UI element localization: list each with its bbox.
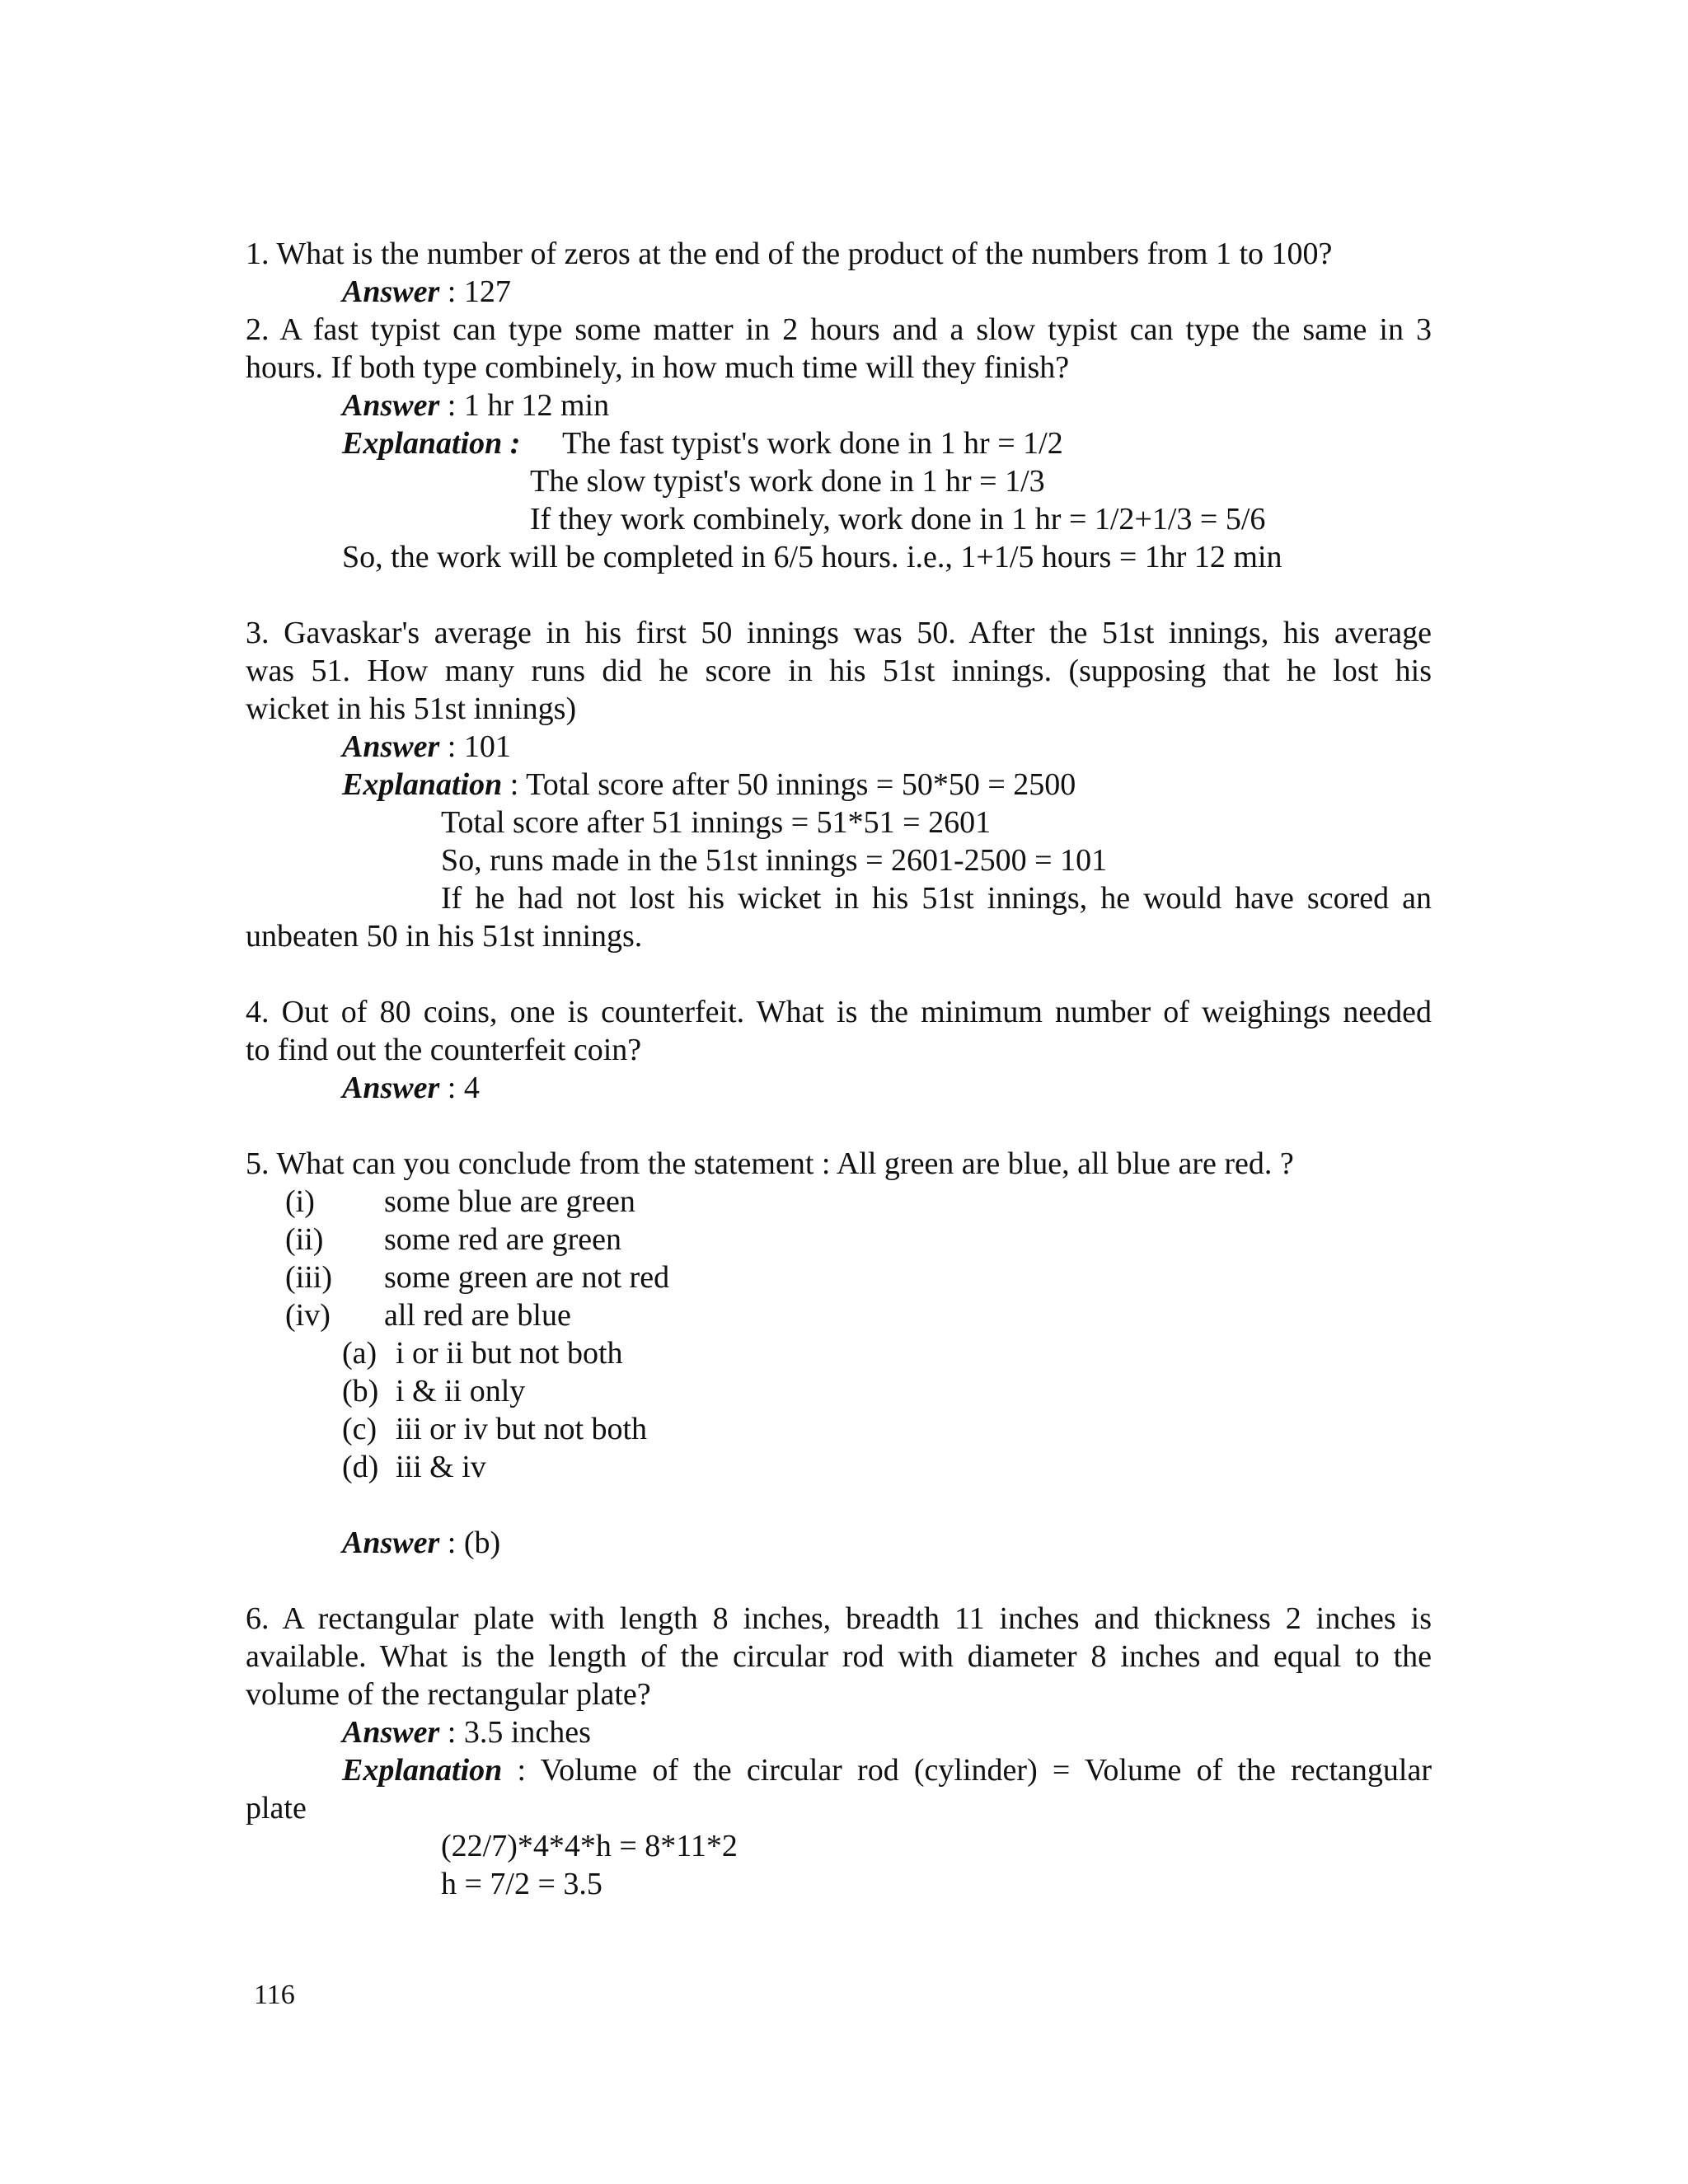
q2-answer: : 1 hr 12 min: [439, 388, 610, 423]
explanation-label: Explanation :: [342, 426, 521, 461]
option-letter: (d): [342, 1450, 379, 1484]
q2-explanation-label: [342, 424, 520, 462]
q6-answer-line: [342, 1713, 591, 1751]
q2-explanation-line-4: So, the work will be completed in 6/5 hours. i.e., 1+1/5 hours = 1hr 12 min: [342, 540, 1282, 574]
q3-explanation-line-5: unbeaten 50 in his 51st innings.: [246, 919, 643, 954]
q6-question-line-2: available. What is the length of the circular rod with diameter 8 inches and equal to the: [246, 1639, 1432, 1674]
option-letter: (b): [342, 1374, 379, 1408]
q1-answer: : 127: [439, 274, 511, 309]
q1-question: 1. What is the number of zeros at the end of the product of the numbers from 1 to 100?: [246, 237, 1333, 271]
statement-text: some red are green: [384, 1222, 622, 1257]
page-number: 116: [254, 1980, 295, 2010]
q6-answer: : 3.5 inches: [439, 1715, 591, 1750]
answer-label: Answer: [342, 388, 440, 423]
statement-text: some green are not red: [384, 1260, 670, 1295]
q4-question-line-1: 4. Out of 80 coins, one is counterfeit. What is the minimum number of weighings needed: [246, 995, 1432, 1029]
q2-answer-line: [342, 387, 609, 424]
statement-text: some blue are green: [384, 1184, 635, 1219]
q6-explanation-line-2: plate: [246, 1791, 307, 1825]
q6-question-line-1: 6. A rectangular plate with length 8 inches, breadth 11 inches and thickness 2 inches is: [246, 1601, 1432, 1636]
q6-explanation-line-4: h = 7/2 = 3.5: [441, 1867, 603, 1901]
q3-question-line-2: was 51. How many runs did he score in his 51st innings. (supposing that he lost his: [246, 654, 1432, 688]
q1-answer-line: [342, 273, 511, 311]
q3-explanation-line-3: So, runs made in the 51st innings = 2601-2500 = 101: [441, 843, 1108, 878]
q3-explanation-line-1: [342, 766, 1076, 804]
q3-explanation-text: : Total score after 50 innings = 50*50 = 2500: [502, 767, 1076, 802]
option-text: iii or iv but not both: [396, 1412, 648, 1446]
q6-question-line-3: volume of the rectangular plate?: [246, 1677, 651, 1712]
statement-number: (ii): [285, 1222, 324, 1257]
option-letter: (c): [342, 1412, 377, 1446]
q3-explanation-line-2: Total score after 51 innings = 51*51 = 2601: [441, 805, 992, 840]
q2-question-line-2: hours. If both type combinely, in how much time will they finish?: [246, 350, 1070, 385]
q4-question-line-2: to find out the counterfeit coin?: [246, 1033, 642, 1067]
q6-explanation-line-1: [342, 1751, 1432, 1789]
q2-explanation-line-3: If they work combinely, work done in 1 hr = 1/2+1/3 = 5/6: [530, 502, 1266, 537]
statement-text: all red are blue: [384, 1298, 571, 1333]
q4-answer: : 4: [439, 1071, 480, 1105]
q3-answer: : 101: [439, 729, 511, 764]
explanation-label: Explanation: [342, 767, 503, 802]
q6-explanation-text: : Volume of the circular rod (cylinder) = Volume of the rectangular: [502, 1753, 1432, 1788]
option-letter: (a): [342, 1336, 377, 1371]
statement-number: (i): [285, 1184, 315, 1219]
q3-question-line-3: wicket in his 51st innings): [246, 691, 577, 726]
q2-explanation-line-2: The slow typist's work done in 1 hr = 1/3: [530, 464, 1045, 499]
q3-question-line-1: 3. Gavaskar's average in his first 50 innings was 50. After the 51st innings, his average: [246, 616, 1432, 650]
statement-number: (iv): [285, 1298, 331, 1333]
q5-answer-line: [342, 1524, 500, 1562]
q5-answer: : (b): [439, 1526, 501, 1560]
statement-number: (iii): [285, 1260, 332, 1295]
answer-label: Answer: [342, 729, 440, 764]
answer-label: Answer: [342, 1071, 440, 1105]
q2-explanation-line-1: The fast typist's work done in 1 hr = 1/2: [562, 426, 1063, 461]
q5-question: 5. What can you conclude from the statement : All green are blue, all blue are red. ?: [246, 1146, 1294, 1181]
q2-question-line-1: 2. A fast typist can type some matter in 2 hours and a slow typist can type the same in 3: [246, 312, 1432, 347]
q3-explanation-line-4: If he had not lost his wicket in his 51st innings, he would have scored an: [441, 881, 1432, 916]
q6-explanation-line-3: (22/7)*4*4*h = 8*11*2: [441, 1829, 738, 1863]
answer-label: Answer: [342, 274, 440, 309]
option-text: i or ii but not both: [396, 1336, 623, 1371]
q3-answer-line: [342, 728, 511, 766]
q4-answer-line: [342, 1069, 480, 1107]
option-text: iii & iv: [396, 1450, 486, 1484]
option-text: i & ii only: [396, 1374, 526, 1408]
answer-label: Answer: [342, 1526, 440, 1560]
answer-label: Answer: [342, 1715, 440, 1750]
explanation-label: Explanation: [342, 1753, 503, 1788]
